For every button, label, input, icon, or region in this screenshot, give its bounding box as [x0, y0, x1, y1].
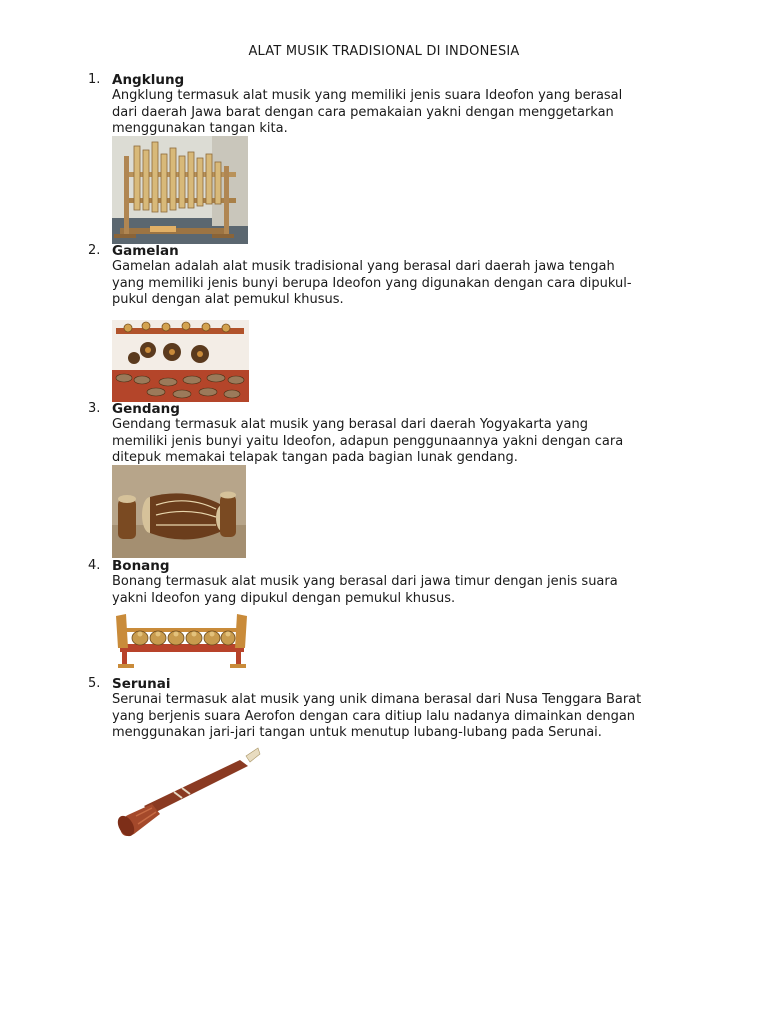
item-number: 1.	[88, 72, 101, 87]
item-description: Bonang termasuk alat musik yang berasal dari jawa timur dengan jenis suara yakni Ideofon yang dipukul dengan pemukul khusus.	[112, 574, 618, 606]
angklung-photo	[112, 136, 248, 244]
item-description: Gendang termasuk alat musik yang berasal dari daerah Yogyakarta yang memiliki jenis bunyi yaitu Ideofon, adapun penggunaannya yakni dengan cara ditepuk memakai telapak tangan pada bagian lunak gendang.	[112, 417, 624, 465]
bonang-photo	[112, 608, 251, 672]
item-name: Angklung	[112, 72, 185, 88]
item-description: Serunai termasuk alat musik yang unik dimana berasal dari Nusa Tenggara Barat yang berjenis suara Aerofon dengan cara ditiup lalu nadanya dimainkan dengan menggunakan jari-jari tangan untuk menutup lubang-lubang pada Serunai.	[112, 692, 642, 740]
item-number: 3.	[88, 401, 101, 416]
item-name: Gamelan	[112, 243, 179, 259]
item-description: Angklung termasuk alat musik yang memiliki jenis suara Ideofon yang berasal dari daerah Jawa barat dengan cara pemakaian yakni dengan menggetarkan menggunakan tangan kita.	[112, 88, 623, 136]
item-number: 5.	[88, 676, 101, 691]
item-number: 2.	[88, 243, 101, 258]
gendang-photo	[112, 465, 246, 558]
serunai-photo	[112, 744, 264, 842]
item-name: Bonang	[112, 558, 170, 574]
item-description: Gamelan adalah alat musik tradisional yang berasal dari daerah jawa tengah yang memiliki jenis bunyi berupa Ideofon yang digunakan dengan cara dipukul- pukul dengan alat pemukul khusus.	[112, 259, 632, 307]
item-name: Gendang	[112, 401, 180, 417]
gamelan-photo	[112, 320, 249, 402]
item-number: 4.	[88, 558, 101, 573]
item-name: Serunai	[112, 676, 171, 692]
document-title: ALAT MUSIK TRADISIONAL DI INDONESIA	[248, 44, 520, 59]
